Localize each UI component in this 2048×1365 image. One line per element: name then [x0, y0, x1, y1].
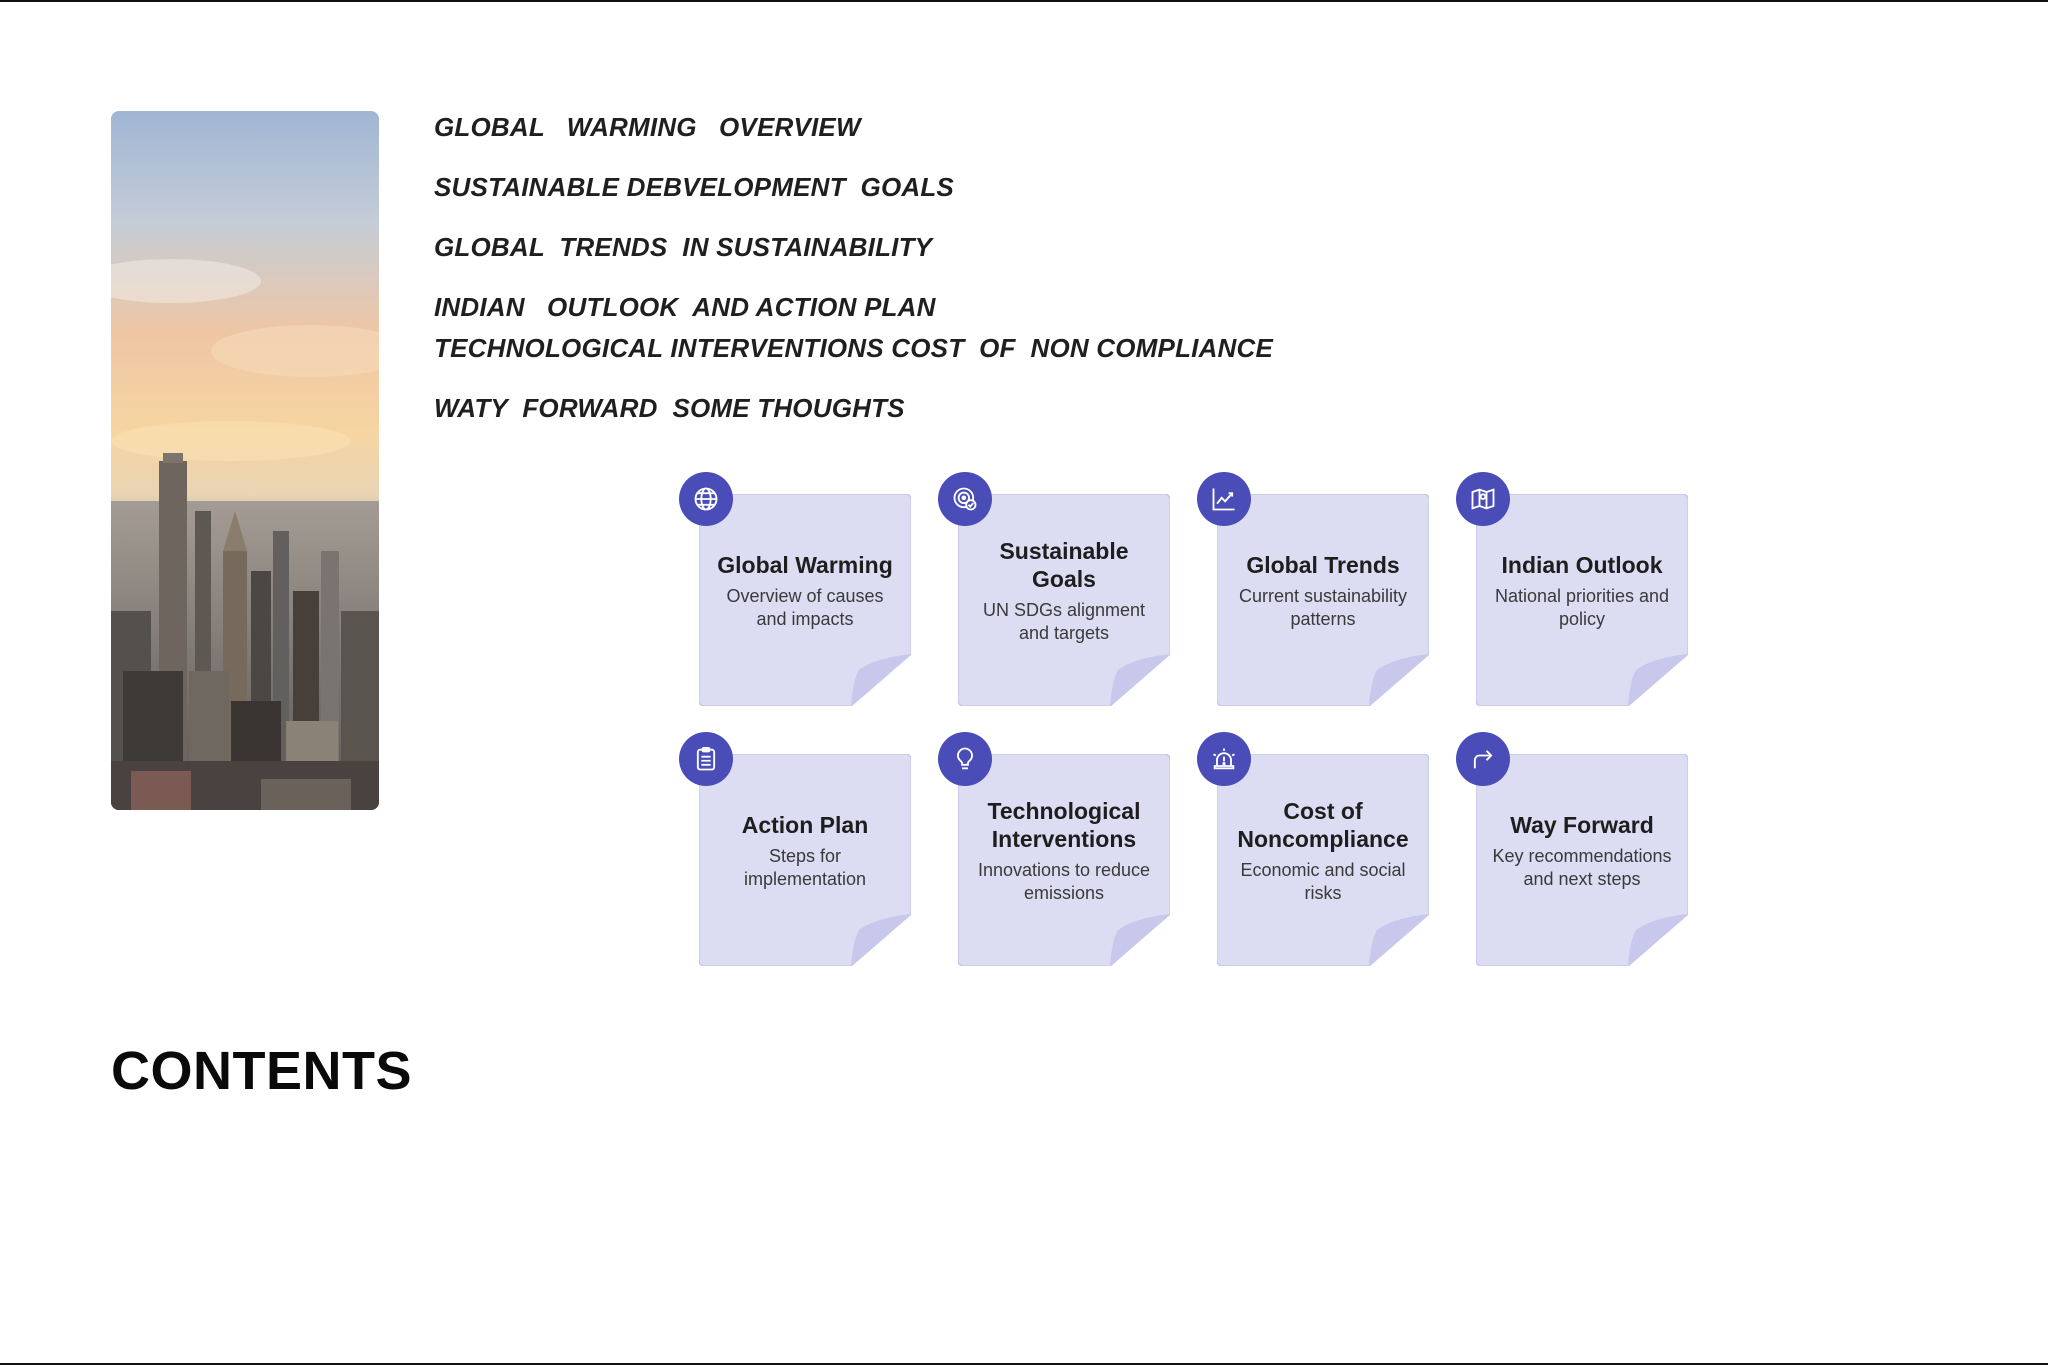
top-border	[0, 0, 2048, 2]
card-title: Cost of Noncompliance	[1237, 798, 1409, 852]
card-global-warming[interactable]	[699, 494, 911, 706]
card-subtitle: Economic and social risks	[1240, 860, 1406, 903]
card-indian-outlook[interactable]	[1476, 494, 1688, 706]
card-title: Global Warming	[717, 552, 893, 578]
agenda-item-global-trends: GLOBAL TRENDS IN SUSTAINABILITY	[434, 232, 933, 262]
globe-icon	[679, 472, 733, 526]
card-title: Action Plan	[741, 812, 869, 838]
agenda-item-way-forward: WATY FORWARD SOME THOUGHTS	[434, 393, 905, 423]
agenda-item-technological-interventions: TECHNOLOGICAL INTERVENTIONS COST OF NON COMPLIANCE	[434, 333, 1274, 363]
arrow-forward-icon	[1456, 732, 1510, 786]
card-technological-interventions[interactable]	[958, 754, 1170, 966]
target-icon	[938, 472, 992, 526]
contents-heading: CONTENTS	[111, 1041, 412, 1101]
agenda-item-global-warming: GLOBAL WARMING OVERVIEW	[434, 112, 861, 142]
card-subtitle: National priorities and policy	[1494, 586, 1670, 629]
card-title: Global Trends	[1246, 552, 1400, 578]
card-sustainable-goals[interactable]	[958, 494, 1170, 706]
card-title: Sustainable Goals	[999, 538, 1129, 592]
alarm-icon	[1197, 732, 1251, 786]
card-subtitle: UN SDGs alignment and targets	[982, 600, 1146, 643]
clipboard-icon	[679, 732, 733, 786]
lightbulb-icon	[938, 732, 992, 786]
card-title: Way Forward	[1510, 812, 1654, 838]
agenda-item-sustainable-goals: SUSTAINABLE DEBVELOPMENT GOALS	[434, 172, 954, 202]
card-subtitle: Innovations to reduce emissions	[977, 860, 1151, 903]
card-title: Technological Interventions	[987, 798, 1141, 852]
card-way-forward[interactable]	[1476, 754, 1688, 966]
trend-chart-icon	[1197, 472, 1251, 526]
card-action-plan[interactable]	[699, 754, 911, 966]
map-icon	[1456, 472, 1510, 526]
card-title: Indian Outlook	[1501, 552, 1663, 578]
card-subtitle: Overview of causes and impacts	[726, 586, 884, 629]
card-subtitle: Key recommendations and next steps	[1492, 846, 1672, 889]
card-cost-of-noncompliance[interactable]	[1217, 754, 1429, 966]
card-global-trends[interactable]	[1217, 494, 1429, 706]
card-subtitle: Current sustainability patterns	[1238, 586, 1408, 629]
card-subtitle: Steps for implementation	[743, 846, 867, 889]
agenda-item-indian-outlook: INDIAN OUTLOOK AND ACTION PLAN	[434, 292, 936, 322]
city-skyline-photo	[111, 111, 379, 810]
